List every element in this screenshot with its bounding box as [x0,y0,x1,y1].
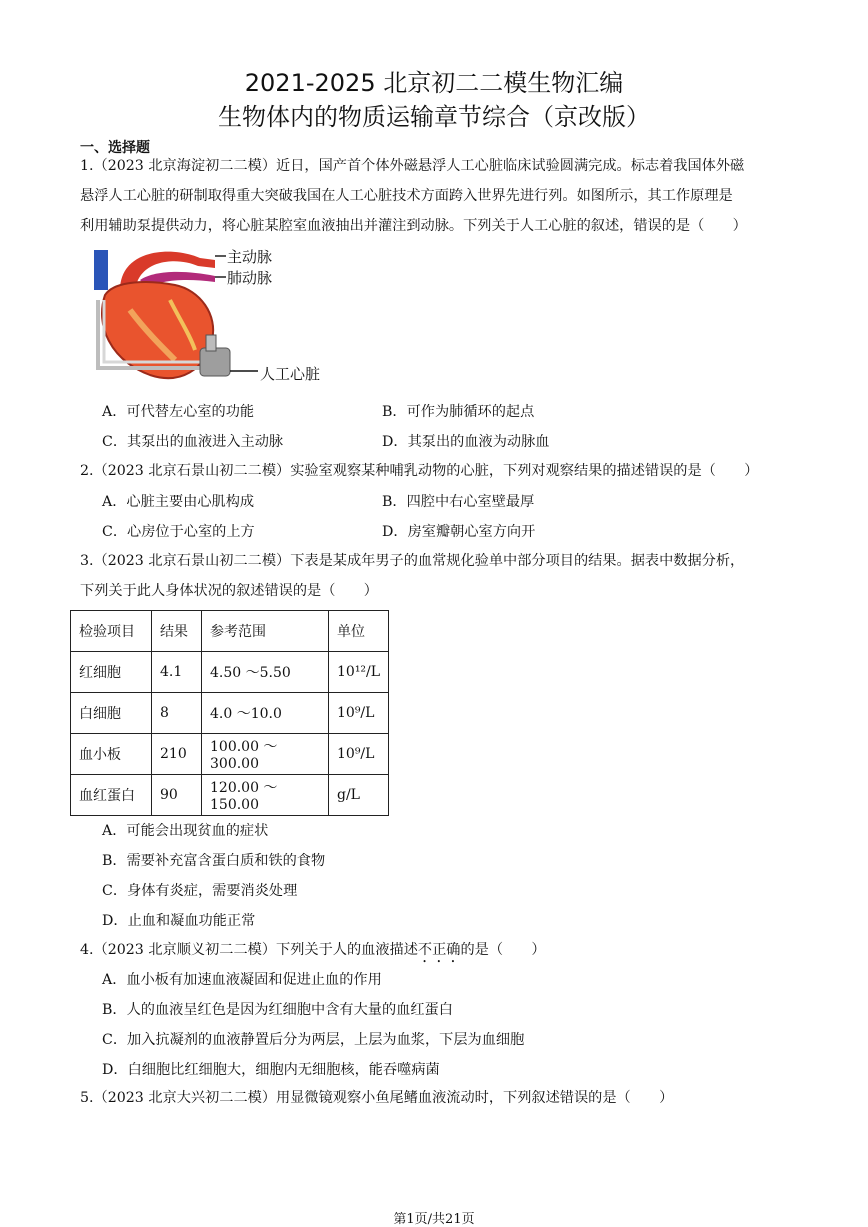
question-1-option-c: C．其泵出的血液进入主动脉 [102,434,284,450]
question-2-option-c: C．心房位于心室的上方 [102,524,255,540]
question-3-line-1: 3.（2023 北京石景山初二二模）下表是某成年男子的血常规化验单中部分项目的结果。据表中数据分析， [80,553,745,569]
table-cell: 红细胞 [71,652,152,693]
question-4-option-a: A．血小板有加速血液凝固和促进止血的作用 [102,972,382,988]
table-header-cell: 检验项目 [71,611,152,652]
question-4-option-d: D．白细胞比红细胞大，细胞内无细胞核，能吞噬病菌 [102,1062,440,1078]
question-3-line-2: 下列关于此人身体状况的叙述错误的是（ ） [80,583,378,599]
table-header-cell: 结果 [152,611,202,652]
table-cell: 血小板 [71,734,152,775]
question-5-stem: 5.（2023 北京大兴初二二模）用显微镜观察小鱼尾鳍血液流动时，下列叙述错误的是（ ） [80,1090,674,1106]
pump-shape [200,348,230,376]
table-row [71,734,389,775]
question-3-option-a: A．可能会出现贫血的症状 [102,823,269,839]
table-cell: 210 [152,734,202,775]
table-cell: 90 [152,775,202,816]
question-3-option-b: B．需要补充富含蛋白质和铁的食物 [102,853,326,869]
table-header-cell: 单位 [329,611,389,652]
vena-cava-shape [94,250,108,290]
table-cell: 8 [152,693,202,734]
table-header-row [71,611,389,652]
table-header-cell: 参考范围 [202,611,329,652]
label-pulmonary-artery: 肺动脉 [227,269,273,287]
question-2-option-a: A．心脏主要由心肌构成 [102,494,255,510]
page-footer: 第1页/共21页 [393,1212,475,1227]
question-4-option-b: B．人的血液呈红色是因为红细胞中含有大量的血红蛋白 [102,1002,453,1018]
table-row [71,693,389,734]
question-1-line-3: 利用辅助泵提供动力，将心脏某腔室血液抽出并灌注到动脉。下列关于人工心脏的叙述，错误的是（ ） [80,218,747,234]
question-2-stem: 2.（2023 北京石景山初二二模）实验室观察某种哺乳动物的心脏，下列对观察结果的描述错误的是（ ） [80,463,759,479]
question-2-option-b: B．四腔中右心室壁最厚 [382,494,535,510]
artificial-heart-figure [80,240,380,390]
heart-body-shape [102,282,213,378]
question-4-stem [80,935,800,966]
table-cell: g/L [329,775,389,816]
table-cell: 10⁹/L [329,734,389,775]
question-4-stem-after: 的是（ ） [460,942,546,958]
question-1-option-d: D．其泵出的血液为动脉血 [382,434,550,450]
table-cell: 4.50 ～5.50 [202,652,329,693]
table-row [71,652,389,693]
blood-test-table [70,610,389,816]
question-1-option-b: B．可作为肺循环的起点 [382,404,535,420]
question-1-option-a: A．可代替左心室的功能 [102,404,255,420]
table-cell: 10¹²/L [329,652,389,693]
table-cell: 血红蛋白 [71,775,152,816]
document-title-line2: 生物体内的物质运输章节综合（京改版） [218,103,650,131]
question-3-option-c: C．身体有炎症，需要消炎处理 [102,883,298,899]
question-4-stem-before: 4.（2023 北京顺义初二二模）下列关于人的血液描述 [80,942,418,958]
table-cell: 白细胞 [71,693,152,734]
question-1-line-2: 悬浮人工心脏的研制取得重大突破我国在人工心脏技术方面跨入世界先进行列。如图所示，其工作原理是 [80,188,733,204]
label-aorta: 主动脉 [227,248,273,266]
question-4-stem-emphasis: 不正确 [417,942,461,958]
document-title-line1: 2021-2025 北京初二二模生物汇编 [244,69,624,97]
table-row [71,775,389,816]
table-cell: 10⁹/L [329,693,389,734]
table-cell: 100.00 ～300.00 [202,734,329,775]
question-3-option-d: D．止血和凝血功能正常 [102,913,256,929]
table-cell: 120.00 ～150.00 [202,775,329,816]
table-cell: 4.0 ～10.0 [202,693,329,734]
question-2-option-d: D．房室瓣朝心室方向开 [382,524,536,540]
label-artificial-heart: 人工心脏 [260,365,321,383]
question-4-option-c: C．加入抗凝剂的血液静置后分为两层，上层为血浆，下层为血细胞 [102,1032,525,1048]
question-1-line-1: 1.（2023 北京海淀初二二模）近日，国产首个体外磁悬浮人工心脏临床试验圆满完成。标志着我国体外磁 [80,158,745,174]
table-cell: 4.1 [152,652,202,693]
section-heading: 一、选择题 [80,140,150,156]
